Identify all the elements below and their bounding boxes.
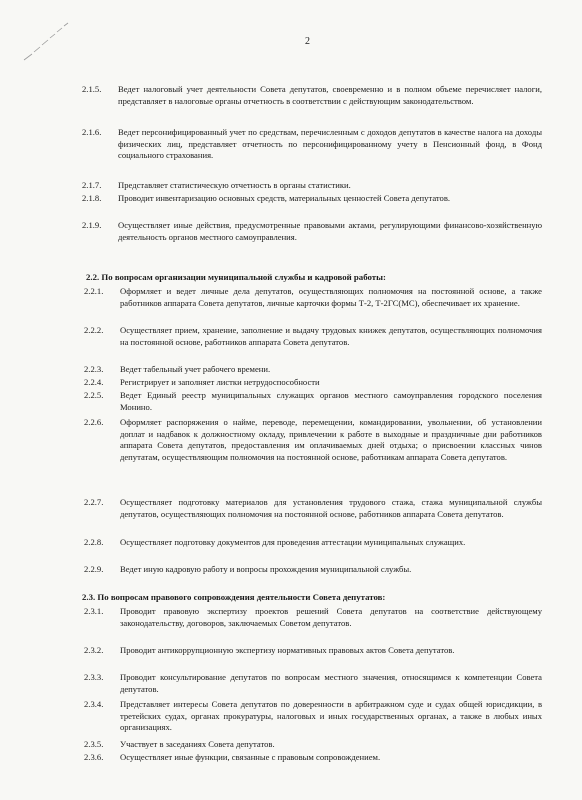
item-text: Оформляет и ведет личные дела депутатов, осуществляющих полномочия на постоянной основе, а также работников аппарата Совета депутатов, личные карточки формы Т-2, Т-2ГС(МС), обеспечивает их хранение. bbox=[120, 286, 542, 308]
item-number: 2.3.2. bbox=[84, 645, 104, 655]
item-number: 2.3.6. bbox=[84, 752, 104, 762]
scan-artifact-mark bbox=[22, 14, 82, 74]
item-number: 2.2.3. bbox=[84, 364, 104, 374]
item-text: Ведет Единый реестр муниципальных служащих органов местного самоуправления городского поселения Монино. bbox=[120, 390, 542, 412]
item-text: Ведет иную кадровую работу и вопросы прохождения муниципальной службы. bbox=[120, 564, 412, 574]
item-number: 2.3.3. bbox=[84, 672, 104, 682]
item-text: Оформляет распоряжения о найме, переводе, перемещении, командировании, увольнении, об установлении доплат и надбавок к должностному окладу, привлечении к работе в выходные и праздничные дни работников аппарата Совета депутатов, предоставления им оплачиваемых дней отдыха; о присвоении классных чинов депутатам, осуществляющим полномочия на постоянной основе, работникам аппарата Совета депутатов. bbox=[120, 417, 542, 462]
item-text: Проводит правовую экспертизу проектов решений Совета депутатов на соответствие действующему законодательству, договоров, заключаемых Советом депутатов. bbox=[120, 606, 542, 628]
item-number: 2.2.7. bbox=[84, 497, 104, 507]
item-number: 2.1.8. bbox=[82, 193, 102, 203]
item-number: 2.1.5. bbox=[82, 84, 102, 94]
item-text: Проводит антикоррупционную экспертизу нормативных правовых актов Совета депутатов. bbox=[120, 645, 455, 655]
item-text: Ведет налоговый учет деятельности Совета депутатов, своевременно и в полном объеме перечисляет налоги, представляет в налоговые органы отчетность в соответствии с действующим законодательством. bbox=[118, 84, 542, 106]
item-text: Представляет интересы Совета депутатов по доверенности в арбитражном суде и судах общей юрисдикции, в третейских судах, органах прокуратуры, налоговых и иных государственных органах, а также в любых иных организациях. bbox=[120, 699, 542, 733]
item-text: Ведет персонифицированный учет по средствам, перечисленным с доходов депутатов в качестве налога на доходы физических лиц, представляет отчетность по персонифицированному учету в Пенсионный фонд, в Фонд социального страхования. bbox=[118, 127, 542, 161]
item-text: Проводит консультирование депутатов по вопросам местного значения, относящимся к компетенции Совета депутатов. bbox=[120, 672, 542, 694]
item-number: 2.2.8. bbox=[84, 537, 104, 547]
item-text: Осуществляет иные действия, предусмотренные правовыми актами, регулирующими финансово-хозяйственную деятельность органов местного самоуправления. bbox=[118, 220, 542, 242]
item-number: 2.1.7. bbox=[82, 180, 102, 190]
item-number: 2.2.4. bbox=[84, 377, 104, 387]
item-number: 2.2.5. bbox=[84, 390, 104, 400]
item-text: Регистрирует и заполняет листки нетрудоспособности bbox=[120, 377, 320, 387]
section-heading: 2.2. По вопросам организации муниципальной службы и кадровой работы: bbox=[86, 272, 386, 282]
item-number: 2.2.9. bbox=[84, 564, 104, 574]
item-text: Ведет табельный учет рабочего времени. bbox=[120, 364, 271, 374]
item-number: 2.3.1. bbox=[84, 606, 104, 616]
item-text: Осуществляет иные функции, связанные с правовым сопровождением. bbox=[120, 752, 381, 762]
item-text: Осуществляет подготовку документов для проведения аттестации муниципальных служащих. bbox=[120, 537, 466, 547]
item-number: 2.2.6. bbox=[84, 417, 104, 427]
page-number: 2 bbox=[305, 36, 310, 47]
item-text: Осуществляет прием, хранение, заполнение и выдачу трудовых книжек депутатов, осуществляющих полномочия на постоянной основе, работников аппарата Совета депутатов. bbox=[120, 325, 542, 347]
item-text: Представляет статистическую отчетность в органы статистики. bbox=[118, 180, 351, 190]
item-number: 2.3.4. bbox=[84, 699, 104, 709]
item-text: Осуществляет подготовку материалов для установления трудового стажа, стажа муниципальной службы депутатов, осуществляющих полномочия на постоянной основе, работников аппарата Совета депутатов. bbox=[120, 497, 542, 519]
item-text: Участвует в заседаниях Совета депутатов. bbox=[120, 739, 275, 749]
item-number: 2.1.6. bbox=[82, 127, 102, 137]
item-number: 2.2.2. bbox=[84, 325, 104, 335]
item-number: 2.3.5. bbox=[84, 739, 104, 749]
item-text: Проводит инвентаризацию основных средств, материальных ценностей Совета депутатов. bbox=[118, 193, 451, 203]
item-number: 2.2.1. bbox=[84, 286, 104, 296]
item-number: 2.1.9. bbox=[82, 220, 102, 230]
section-heading: 2.3. По вопросам правового сопровождения деятельности Совета депутатов: bbox=[82, 592, 386, 602]
